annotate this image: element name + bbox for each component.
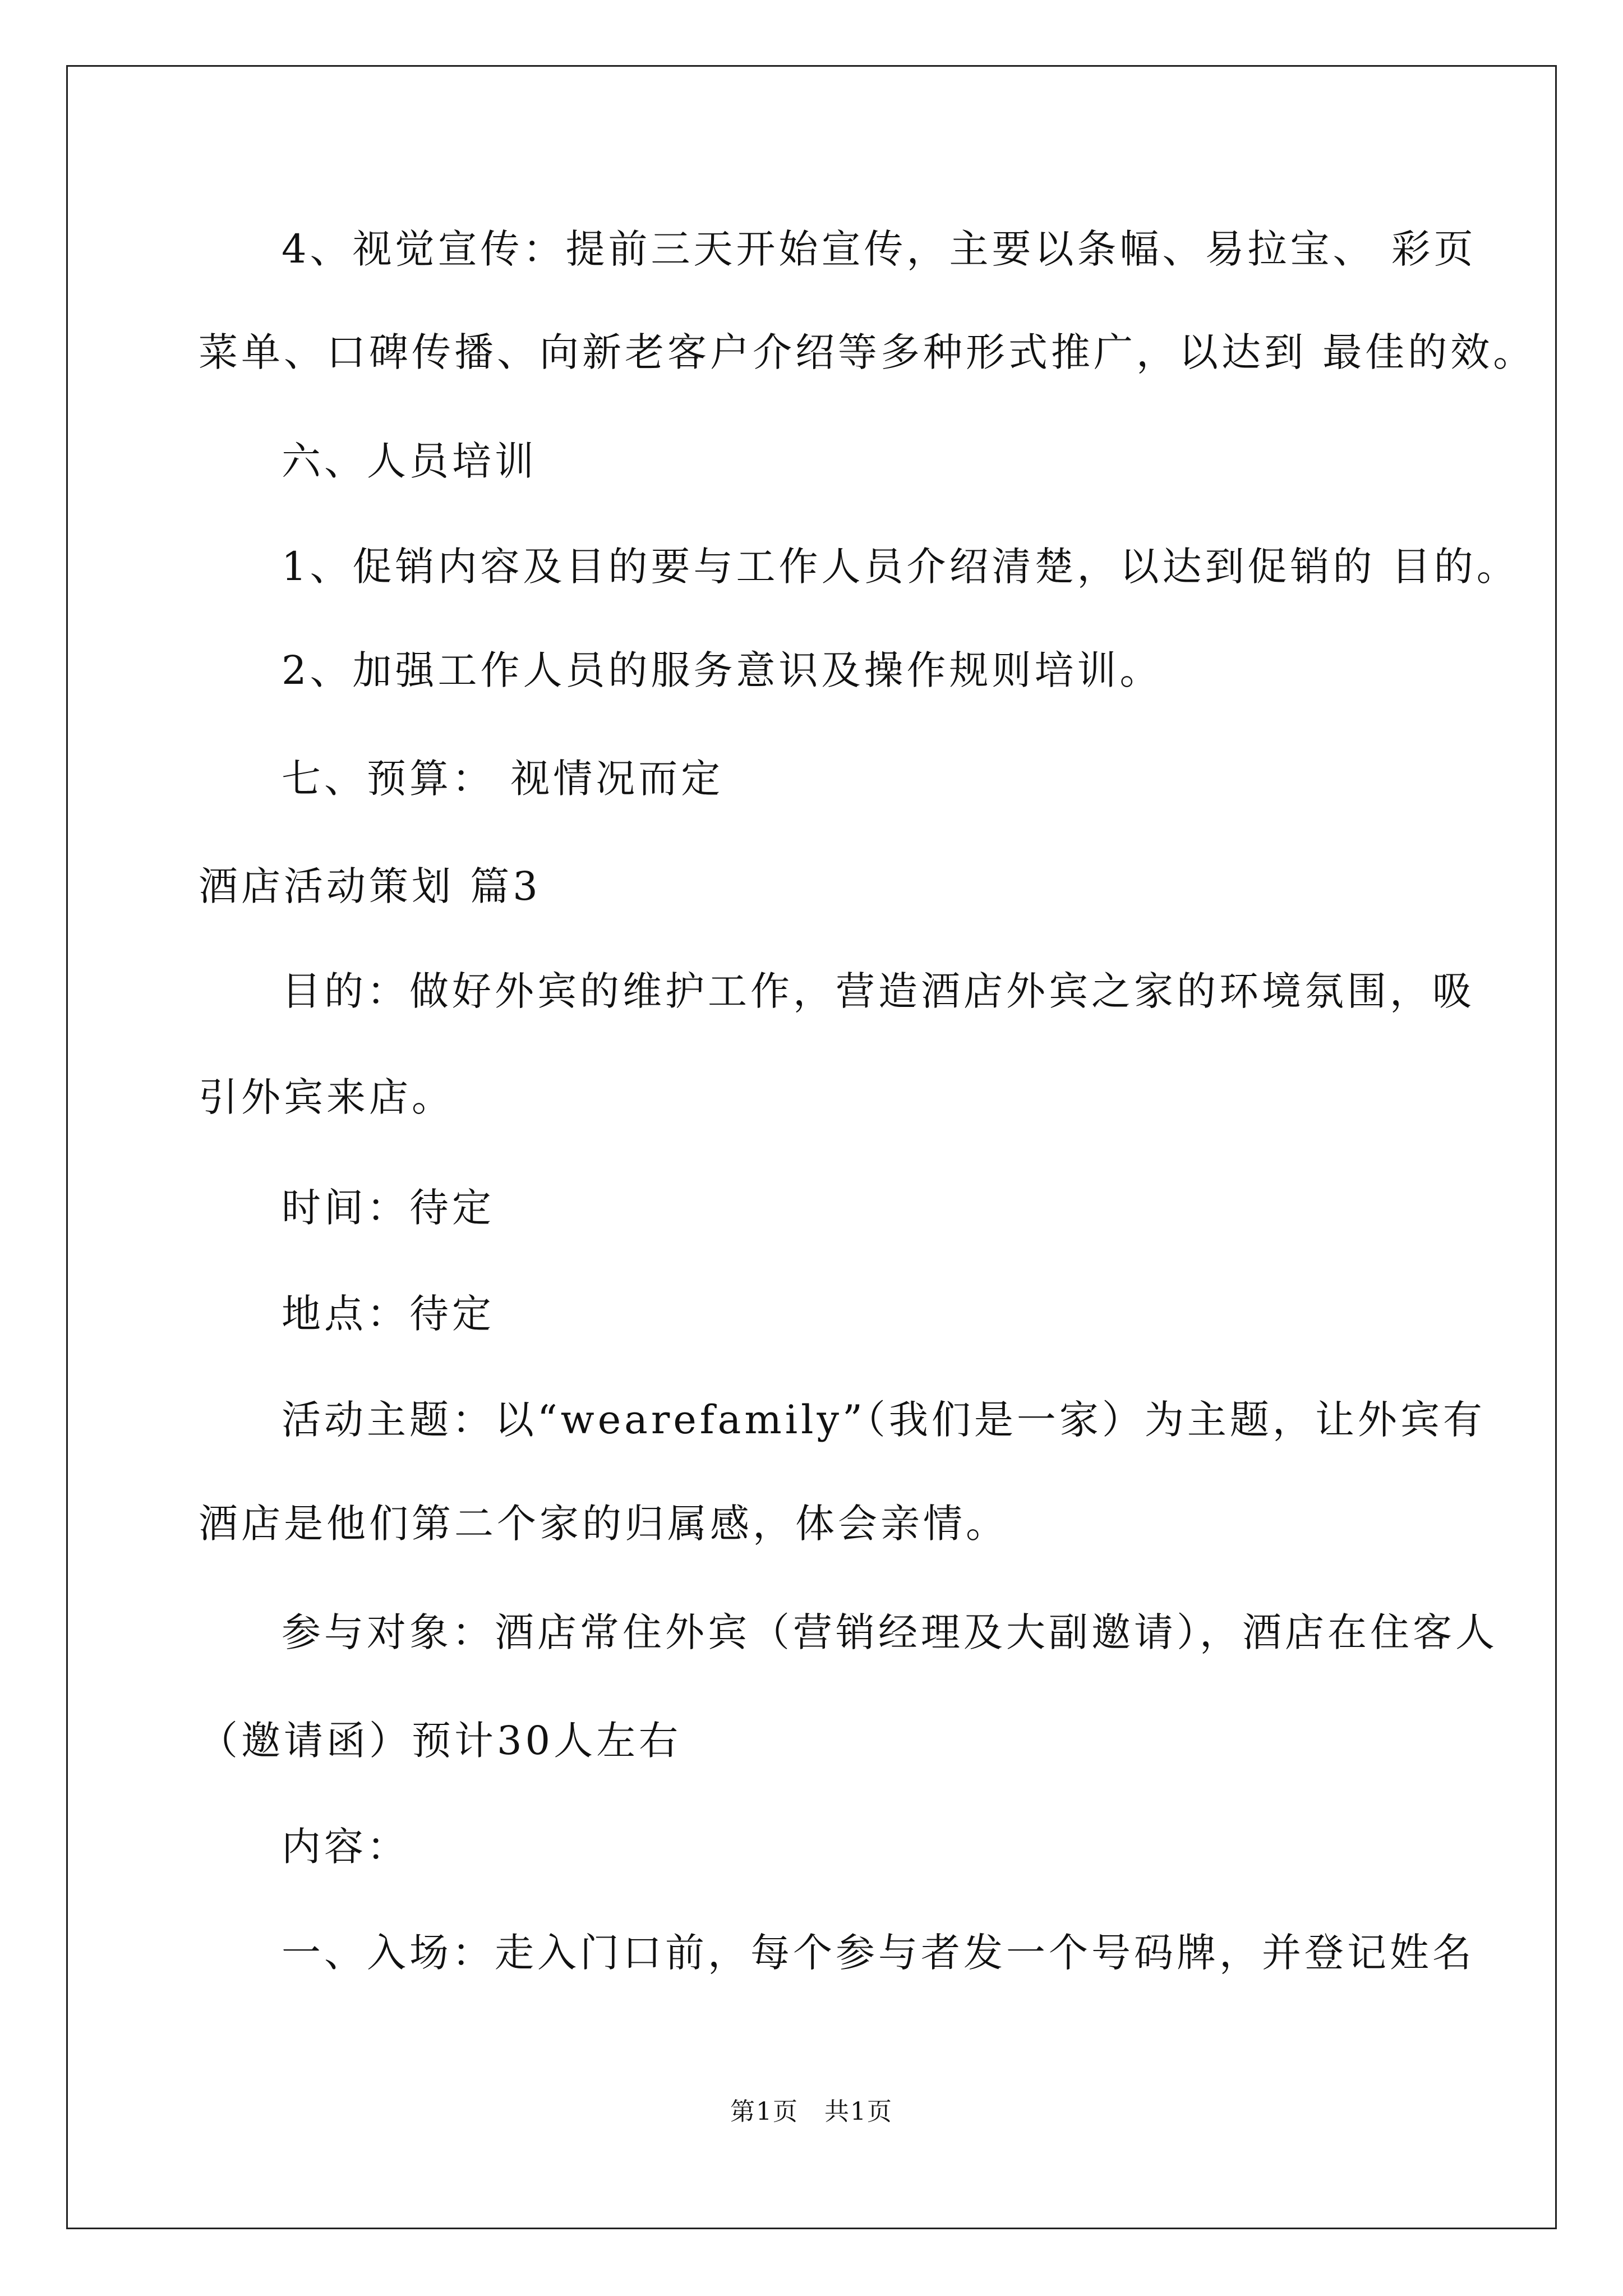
paragraph-entrance: 一、入场：走入门口前，每个参与者发一个号码牌，并登记姓名 (282, 1930, 1475, 1976)
paragraph-participants: 参与对象：酒店常住外宾（营销经理及大副邀请），酒店在住客人 (282, 1609, 1498, 1655)
paragraph-visual-promotion: 4、视觉宣传：提前三天开始宣传，主要以条幅、易拉宝、 彩页 (282, 226, 1477, 272)
paragraph-training-2: 2、加强工作人员的服务意识及操作规则培训。 (282, 647, 1163, 693)
page-border (66, 65, 1557, 2229)
paragraph-visual-promotion-cont: 菜单、口碑传播、向新老客户介绍等多种形式推广，以达到 最佳的效。 (199, 329, 1536, 375)
paragraph-purpose: 目的：做好外宾的维护工作，营造酒店外宾之家的环境氛围，吸 (282, 968, 1475, 1014)
page-footer: 第1页 共1页 (730, 2097, 893, 2126)
paragraph-purpose-cont: 引外宾来店。 (199, 1074, 454, 1120)
paragraph-theme: 活动主题：以“wearefamily”（我们是一家）为主题，让外宾有 (282, 1397, 1486, 1443)
paragraph-location: 地点：待定 (282, 1291, 495, 1337)
heading-staff-training: 六、人员培训 (282, 438, 537, 484)
heading-budget: 七、预算： 视情况而定 (282, 756, 724, 802)
paragraph-theme-cont: 酒店是他们第二个家的归属感，体会亲情。 (199, 1501, 1008, 1547)
heading-content: 内容： (282, 1824, 409, 1870)
paragraph-participants-cont: （邀请函）预计30人左右 (199, 1718, 682, 1764)
section-title: 酒店活动策划 篇3 (199, 863, 541, 909)
paragraph-training-1: 1、促销内容及目的要与工作人员介绍清楚，以达到促销的 目的。 (282, 544, 1519, 590)
paragraph-time: 时间：待定 (282, 1185, 495, 1231)
